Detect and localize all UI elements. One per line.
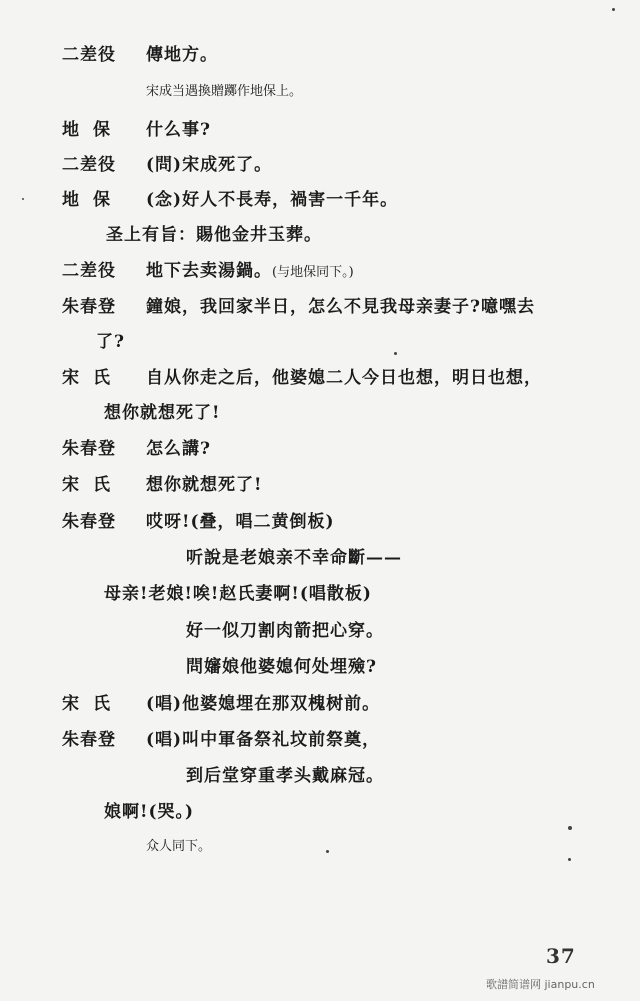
sung-line: 到后堂穿重孝头戴麻冠。 bbox=[186, 766, 384, 786]
dialogue: (念)好人不長寿，禍害一千年。 bbox=[146, 190, 399, 210]
dialogue: 地下去卖湯鍋。 bbox=[146, 261, 272, 281]
speaker: 朱春登 bbox=[62, 512, 116, 532]
sung-line: 母亲!老娘!唉!赵氏妻啊!(唱散板) bbox=[104, 584, 372, 604]
scan-speck bbox=[326, 850, 329, 853]
sung-line: 好一似刀割肉箭把心穿。 bbox=[186, 621, 384, 641]
dialogue: 想你就想死了! bbox=[146, 475, 263, 495]
speaker: 二差役 bbox=[62, 155, 116, 175]
line-8 bbox=[62, 292, 535, 317]
line-13 bbox=[62, 470, 262, 495]
sung-line: 听說是老娘亲不幸命斷—— bbox=[186, 548, 402, 568]
scan-speck bbox=[568, 858, 571, 861]
dialogue: (唱)他婆媳埋在那双槐树前。 bbox=[146, 694, 381, 714]
speaker: 朱春登 bbox=[62, 297, 116, 317]
scan-speck bbox=[612, 8, 615, 11]
scan-speck bbox=[394, 352, 397, 355]
scan-speck bbox=[22, 198, 24, 200]
speaker: 宋氏 bbox=[62, 475, 124, 495]
dialogue-continuation: 想你就想死了! bbox=[104, 403, 221, 423]
line-12 bbox=[62, 434, 211, 459]
speaker: 二差役 bbox=[62, 45, 116, 65]
sung-line: 問嬸娘他婆媳何处埋殮? bbox=[186, 657, 377, 677]
line-14 bbox=[62, 507, 335, 532]
dialogue: 傳地方。 bbox=[146, 45, 218, 65]
dialogue: 哎呀!(叠，唱二黄倒板) bbox=[146, 512, 335, 532]
line-4 bbox=[62, 150, 272, 175]
speaker: 宋氏 bbox=[62, 368, 124, 388]
line-7 bbox=[62, 256, 354, 281]
dialogue: 自从你走之后，他婆媳二人今日也想，明日也想， bbox=[146, 368, 542, 388]
line-19 bbox=[62, 689, 380, 714]
stage-direction: (与地保同下。) bbox=[272, 265, 354, 280]
line-20 bbox=[62, 725, 380, 750]
speaker: 朱春登 bbox=[62, 439, 116, 459]
scan-speck bbox=[568, 826, 572, 830]
line-5 bbox=[62, 185, 398, 210]
speaker: 朱春登 bbox=[62, 730, 116, 750]
line-10 bbox=[62, 363, 542, 388]
dialogue: (問)宋成死了。 bbox=[146, 155, 273, 175]
dialogue-continuation: 了? bbox=[96, 332, 125, 352]
speaker: 地保 bbox=[62, 190, 124, 210]
watermark: 歌譜简谱网 jianpu.cn bbox=[486, 978, 595, 991]
dialogue: 鐘娘，我回家半日，怎么不見我母亲妻子?噫嘿去 bbox=[146, 297, 535, 317]
dialogue: 怎么講? bbox=[146, 439, 211, 459]
dialogue: (唱)叫中軍备祭礼坟前祭奠， bbox=[146, 730, 381, 750]
speaker: 地保 bbox=[62, 120, 124, 140]
stage-direction: 宋成当遇換贈躑作地保上。 bbox=[146, 84, 303, 99]
dialogue-continuation: 圣上有旨：賜他金井玉葬。 bbox=[106, 225, 322, 245]
speaker: 二差役 bbox=[62, 261, 116, 281]
dialogue-continuation: 娘啊!(哭。) bbox=[104, 802, 195, 822]
line-1 bbox=[62, 40, 218, 65]
page-number: 37 bbox=[546, 944, 576, 968]
line-3 bbox=[62, 115, 211, 140]
speaker: 宋氏 bbox=[62, 694, 124, 714]
stage-direction: 众人同下。 bbox=[146, 839, 212, 854]
dialogue: 什么事? bbox=[146, 120, 211, 140]
